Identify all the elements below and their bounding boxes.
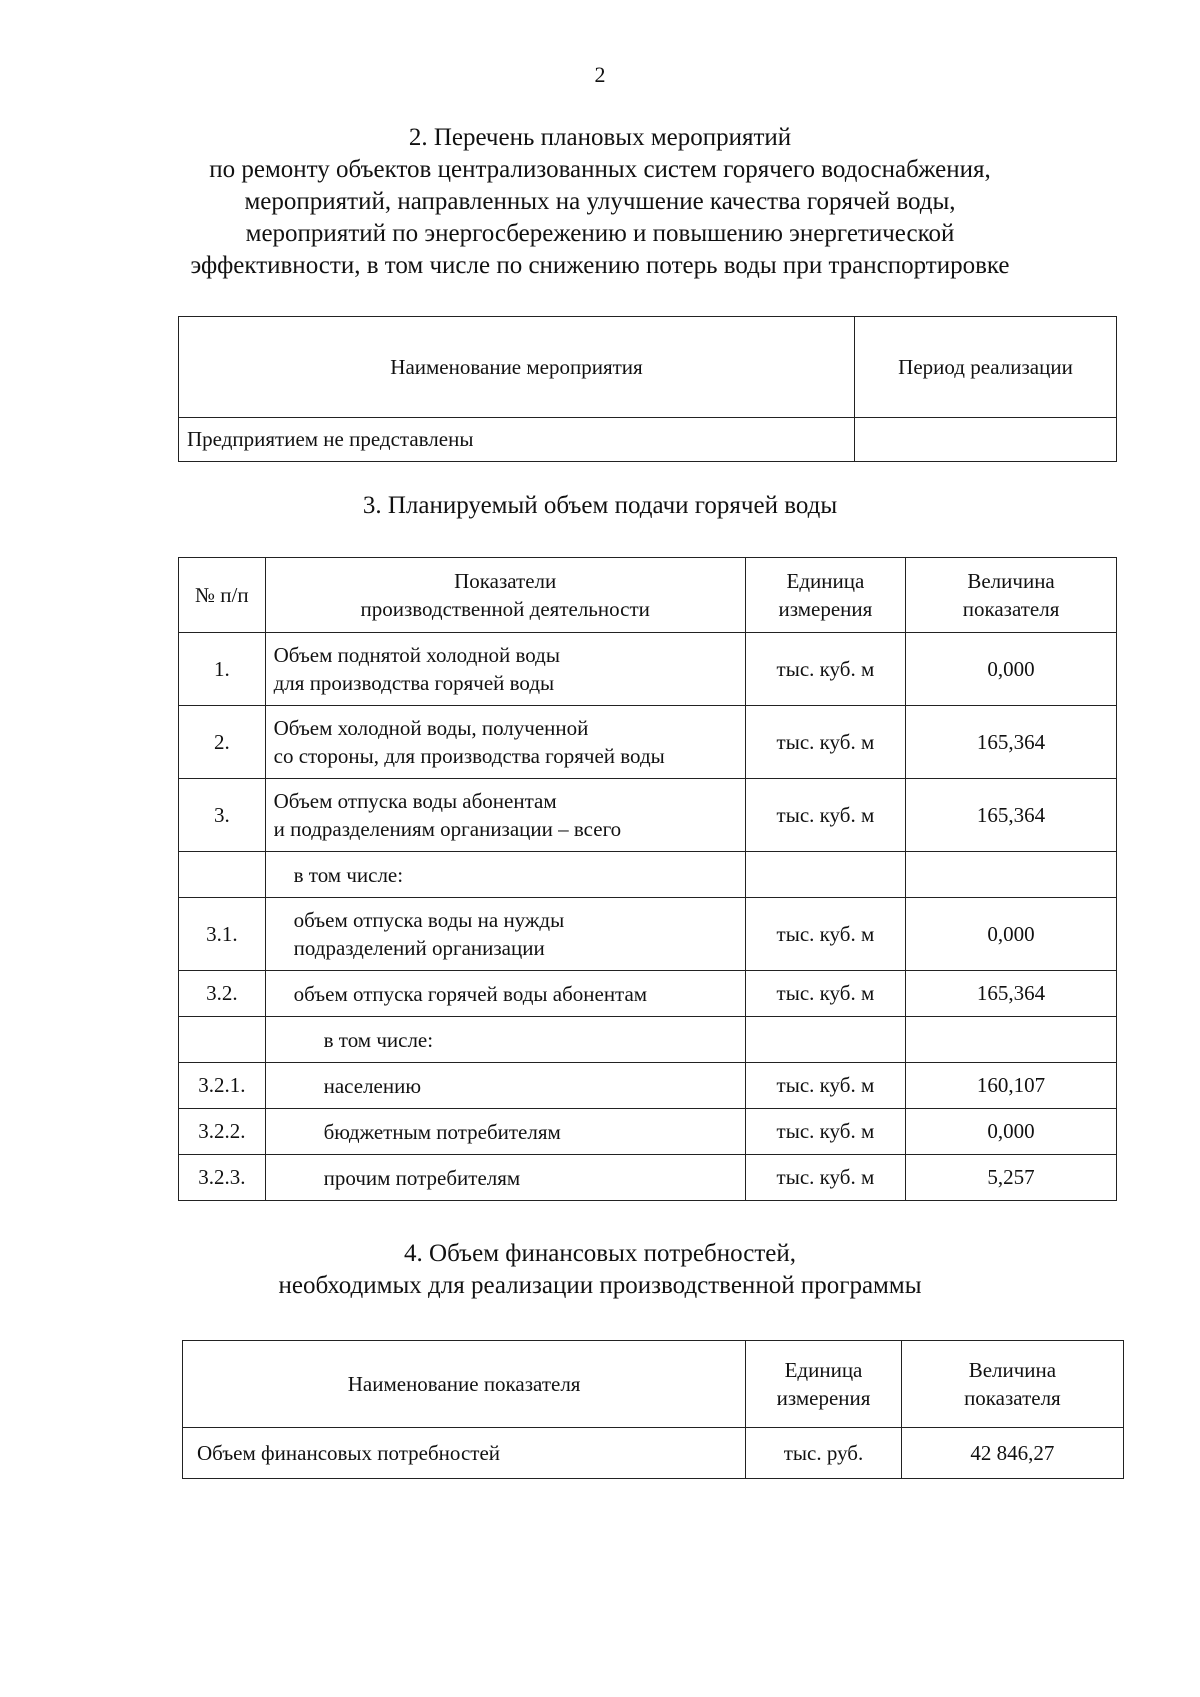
- row-indicator: [265, 706, 745, 779]
- row-indicator-line: для производства горячей воды: [273, 671, 555, 695]
- section-2-title-line: мероприятий по энергосбережению и повышению энергетической: [245, 220, 955, 247]
- row-value: 42 846,27: [901, 1428, 1123, 1479]
- row-indicator-line: бюджетным потребителям: [323, 1119, 561, 1144]
- row-indicator: [265, 1063, 745, 1109]
- table-row: [179, 1155, 1117, 1201]
- table-header-row: [183, 1341, 1124, 1428]
- row-indicator: [265, 898, 745, 971]
- section-2-title-line: эффективности, в том числе по снижению потерь воды при транспортировке: [190, 252, 1010, 279]
- row-value: 160,107: [906, 1063, 1117, 1109]
- section-4-title: [0, 1238, 1200, 1302]
- row-value: 165,364: [906, 706, 1117, 779]
- planned-measures-table: [178, 316, 1117, 462]
- section-2-title-line: мероприятий, направленных на улучшение качества горячей воды,: [244, 188, 956, 215]
- row-value: [906, 1017, 1117, 1063]
- row-unit: [745, 1017, 905, 1063]
- row-value: 0,000: [906, 1109, 1117, 1155]
- section-4-title-line: 4. Объем финансовых потребностей,: [404, 1240, 796, 1267]
- section-2-title: [0, 122, 1200, 282]
- row-value: 0,000: [906, 633, 1117, 706]
- row-number: 3.2.3.: [179, 1155, 266, 1201]
- row-indicator: [265, 852, 745, 898]
- row-indicator: [265, 633, 745, 706]
- header-measure-name: Наименование мероприятия: [179, 317, 855, 418]
- row-unit: тыс. куб. м: [745, 779, 905, 852]
- row-indicator-line: в том числе:: [323, 1027, 434, 1052]
- row-indicator-line: Объем поднятой холодной воды: [273, 643, 560, 667]
- row-value: 5,257: [906, 1155, 1117, 1201]
- row-unit: тыс. куб. м: [745, 1063, 905, 1109]
- table-row: [179, 852, 1117, 898]
- financial-needs-table: [182, 1340, 1124, 1479]
- row-indicator-line: прочим потребителям: [323, 1165, 521, 1190]
- header-unit-line: Единица: [784, 1358, 863, 1382]
- period-cell: [855, 418, 1117, 462]
- row-number: 2.: [179, 706, 266, 779]
- row-indicator: [265, 1155, 745, 1201]
- header-value: [901, 1341, 1123, 1428]
- row-indicator-line: со стороны, для производства горячей воды: [273, 744, 665, 768]
- table-row: [179, 1063, 1117, 1109]
- header-number: № п/п: [179, 558, 266, 633]
- section-3-title: [0, 490, 1200, 522]
- header-period: Период реализации: [855, 317, 1117, 418]
- row-indicator-name: Объем финансовых потребностей: [183, 1428, 746, 1479]
- table-row: [179, 418, 1117, 462]
- header-unit-line: измерения: [776, 1386, 871, 1410]
- row-unit: тыс. куб. м: [745, 1109, 905, 1155]
- row-number: 3.2.: [179, 971, 266, 1017]
- row-value: 165,364: [906, 971, 1117, 1017]
- row-indicator-line: Объем отпуска воды абонентам: [273, 789, 557, 813]
- header-indicator-name: Наименование показателя: [183, 1341, 746, 1428]
- row-indicator: [265, 971, 745, 1017]
- header-unit-line: Единица: [786, 569, 865, 593]
- header-value-line: показателя: [964, 1386, 1061, 1410]
- header-indicator: [265, 558, 745, 633]
- header-value-line: Величина: [968, 1358, 1057, 1382]
- header-value-line: показателя: [962, 597, 1060, 621]
- row-indicator-line: и подразделениям организации – всего: [273, 817, 622, 841]
- table-row: [179, 1109, 1117, 1155]
- row-unit: тыс. руб.: [746, 1428, 902, 1479]
- row-indicator-line: населению: [323, 1073, 422, 1098]
- table-header-row: [179, 317, 1117, 418]
- row-unit: тыс. куб. м: [745, 633, 905, 706]
- header-unit: [745, 558, 905, 633]
- header-value: [906, 558, 1117, 633]
- row-value: [906, 852, 1117, 898]
- row-unit: тыс. куб. м: [745, 1155, 905, 1201]
- hot-water-volume-table: [178, 557, 1117, 1201]
- table-row: [179, 898, 1117, 971]
- row-indicator-line: в том числе:: [293, 862, 404, 887]
- header-indicator-line: производственной деятельности: [360, 597, 650, 621]
- row-number: 3.2.2.: [179, 1109, 266, 1155]
- row-indicator-line: подразделений организации: [293, 936, 545, 960]
- row-value: 165,364: [906, 779, 1117, 852]
- row-value: 0,000: [906, 898, 1117, 971]
- table-row: [179, 779, 1117, 852]
- row-indicator: [265, 1017, 745, 1063]
- row-number: 3.1.: [179, 898, 266, 971]
- page-number: 2: [594, 62, 606, 87]
- row-indicator: [265, 1109, 745, 1155]
- row-unit: [745, 852, 905, 898]
- section-2-title-line: по ремонту объектов централизованных систем горячего водоснабжения,: [209, 156, 991, 183]
- row-number: 1.: [179, 633, 266, 706]
- measure-name-cell: Предприятием не представлены: [179, 418, 855, 462]
- table-row: [179, 706, 1117, 779]
- row-number: [179, 1017, 266, 1063]
- row-unit: тыс. куб. м: [745, 971, 905, 1017]
- section-4-title-line: необходимых для реализации производственной программы: [278, 1272, 922, 1299]
- row-number: 3.2.1.: [179, 1063, 266, 1109]
- row-indicator-line: объем отпуска воды на нужды: [293, 908, 565, 932]
- table-row: [179, 633, 1117, 706]
- row-unit: тыс. куб. м: [745, 706, 905, 779]
- row-unit: тыс. куб. м: [745, 898, 905, 971]
- row-indicator-line: Объем холодной воды, полученной: [273, 716, 589, 740]
- section-3-title-line: 3. Планируемый объем подачи горячей воды: [362, 492, 838, 519]
- row-indicator: [265, 779, 745, 852]
- section-2-title-line: 2. Перечень плановых мероприятий: [408, 124, 792, 151]
- table-row: [179, 1017, 1117, 1063]
- header-value-line: Величина: [967, 569, 1055, 593]
- header-unit-line: измерения: [778, 597, 873, 621]
- header-unit: [746, 1341, 902, 1428]
- table-header-row: [179, 558, 1117, 633]
- table-row: [179, 971, 1117, 1017]
- table-row: [183, 1428, 1124, 1479]
- row-number: [179, 852, 266, 898]
- row-number: 3.: [179, 779, 266, 852]
- row-indicator-line: объем отпуска горячей воды абонентам: [293, 981, 648, 1006]
- header-indicator-line: Показатели: [454, 569, 557, 593]
